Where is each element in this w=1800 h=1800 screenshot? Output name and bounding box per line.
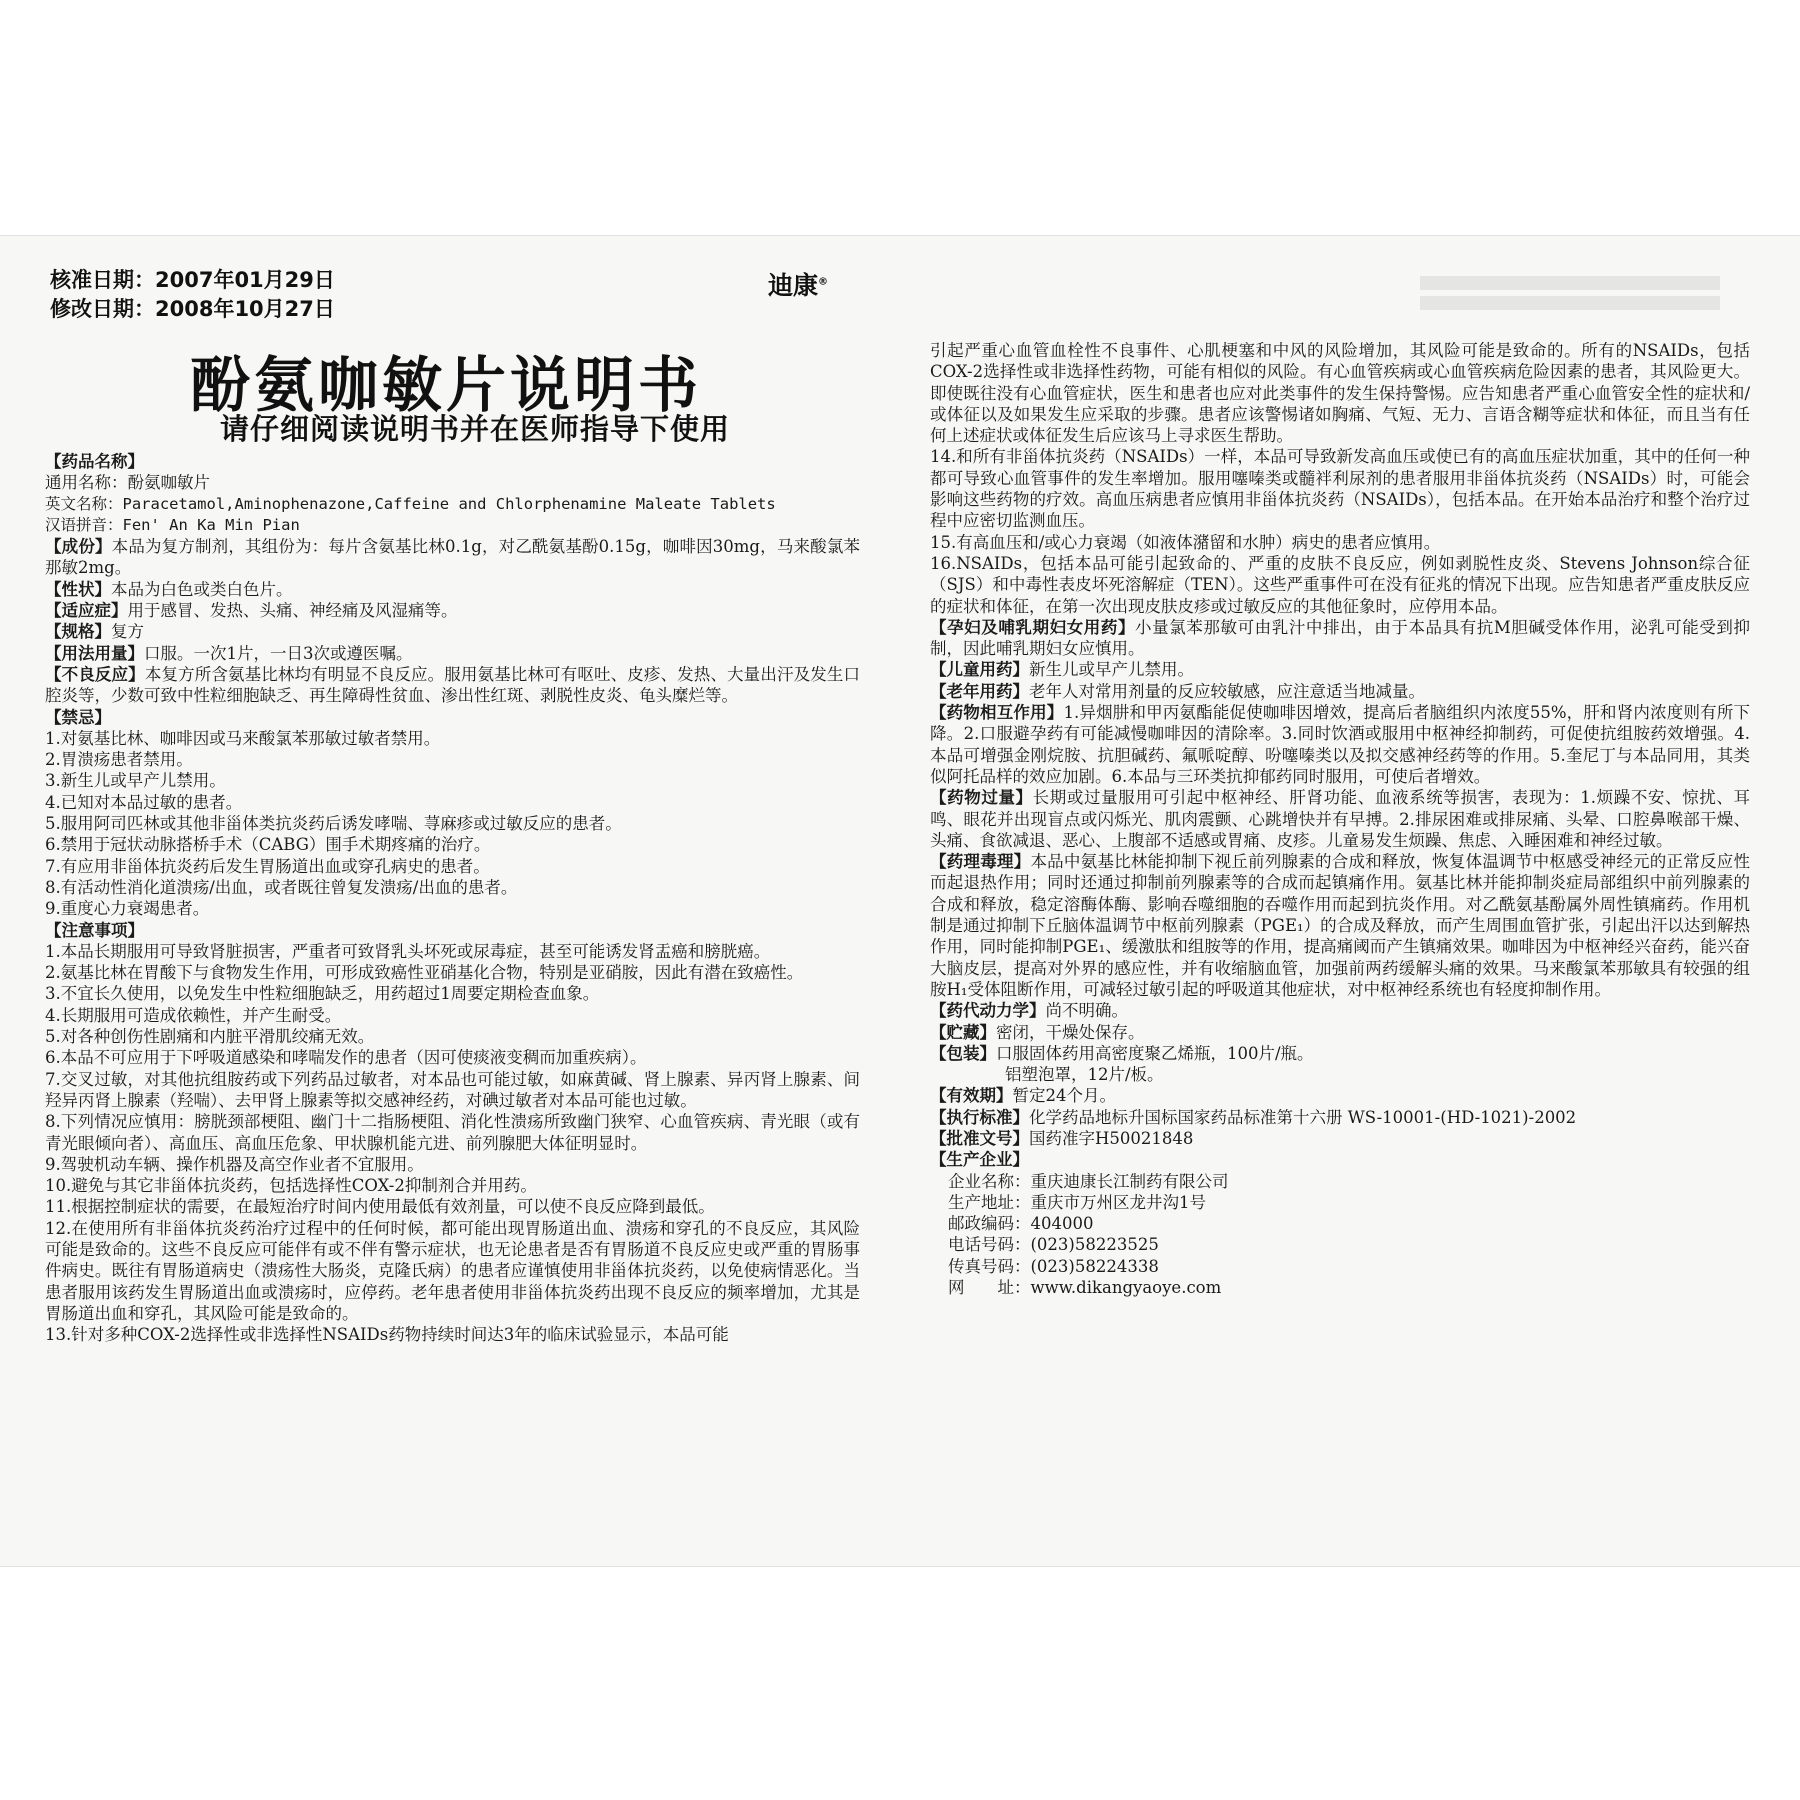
section-interactions: 【药物相互作用】1.异烟肼和甲丙氨酯能促使咖啡因增效，提高后者脑组织内浓度55%，肝和肾内浓度则有所下降。2.口服避孕药有可能减慢咖啡因的清除率。3.同时饮酒或服用中枢神经抑制药，可促使抗组胺药效增强。4.本品可增强金刚烷胺、抗胆碱药、氟哌啶醇、吩噻嗪类以及拟交感神经药等的作用。5.奎尼丁与本品同用，其类似阿托品样的效应加剧。6.本品与三环类抗抑郁药同时服用，可使后者增效。 bbox=[930, 703, 1751, 786]
website: 网 址：www.dikangyaoye.com bbox=[948, 1278, 1222, 1298]
precaution-item: 4.长期服用可造成依赖性，并产生耐受。 bbox=[45, 1005, 342, 1025]
section-pharmacokinetics: 【药代动力学】尚不明确。 bbox=[930, 1001, 1128, 1021]
contra-item: 6.禁用于冠状动脉搭桥手术（CABG）围手术期疼痛的治疗。 bbox=[45, 835, 491, 855]
precaution-item: 1.本品长期服用可导致肾脏损害，严重者可致肾乳头坏死或尿毒症，甚至可能诱发肾盂癌和膀胱癌。 bbox=[45, 941, 771, 961]
section-package: 【包装】口服固体药用高密度聚乙烯瓶，100片/瓶。 bbox=[930, 1043, 1314, 1063]
section-composition: 【成份】本品为复方制剂，其组份为：每片含氨基比林0.1g，对乙酰氨基酚0.15g，咖啡因30mg，马来酸氯苯那敏2mg。 bbox=[45, 537, 860, 578]
section-pediatric: 【儿童用药】新生儿或早产儿禁用。 bbox=[930, 660, 1194, 680]
precaution-item: 3.不宜长久使用，以免发生中性粒细胞缺乏，用药超过1周要定期检查血象。 bbox=[45, 984, 600, 1004]
section-description: 【性状】本品为白色或类白色片。 bbox=[45, 579, 293, 599]
precaution-item: 6.本品不可应用于下呼吸道感染和哮喘发作的患者（因可使痰液变稠而加重疾病）。 bbox=[45, 1048, 647, 1068]
precaution-item: 15.有高血压和/或心力衰竭（如液体潴留和水肿）病史的患者应慎用。 bbox=[930, 532, 1441, 552]
company-address: 生产地址：重庆市万州区龙井沟1号 bbox=[948, 1192, 1206, 1212]
revision-date: 修改日期：2008年10月27日 bbox=[50, 297, 335, 321]
date-block bbox=[50, 266, 335, 324]
page-subtitle: 请仔细阅读说明书并在医师指导下使用 bbox=[220, 412, 731, 446]
precaution-item: 10.避免与其它非甾体抗炎药，包括选择性COX-2抑制剂合并用药。 bbox=[45, 1176, 537, 1196]
brand-name: 迪康 bbox=[768, 271, 819, 300]
precaution-item: 11.根据控制症状的需要，在最短治疗时间内使用最低有效剂量，可以使不良反应降到最低。 bbox=[45, 1197, 715, 1217]
contra-item: 1.对氨基比林、咖啡因或马来酸氯苯那敏过敏者禁用。 bbox=[45, 728, 441, 748]
precaution-item-13-continued: 引起严重心血管血栓性不良事件、心肌梗塞和中风的风险增加，其风险可能是致命的。所有的NSAIDs，包括COX-2选择性或非选择性药物，可能有相似的风险。有心血管疾病或心血管疾病危险因素的患者，其风险更大。即使既往没有心血管症状，医生和患者也应对此类事件的发生保持警惕。应告知患者严重心血管安全性的症状和/或体征以及如果发生应采取的步骤。患者应该警惕诸如胸痛、气短、无力、言语含糊等症状和体征，而且当有任何上述症状或体征发生后应该马上寻求医生帮助。 bbox=[930, 341, 1750, 446]
english-name: 英文名称：Paracetamol,Aminophenazone,Caffeine and Chlorphenamine Maleate Tablets bbox=[45, 494, 776, 513]
postal-code: 邮政编码：404000 bbox=[948, 1214, 1094, 1234]
fax-number: 传真号码：(023)58224338 bbox=[948, 1256, 1159, 1276]
section-approval-number: 【批准文号】国药准字H50021848 bbox=[930, 1128, 1194, 1148]
contra-item: 4.已知对本品过敏的患者。 bbox=[45, 792, 243, 812]
package-line-2: 铝塑泡罩，12片/板。 bbox=[1005, 1065, 1164, 1085]
section-heading-manufacturer: 【生产企业】 bbox=[930, 1150, 1029, 1170]
contra-item: 5.服用阿司匹林或其他非甾体类抗炎药后诱发哮喘、荨麻疹或过敏反应的患者。 bbox=[45, 814, 622, 834]
section-standard: 【执行标准】化学药品地标升国标国家药品标准第十六册 WS-10001-(HD-1021)-2002 bbox=[930, 1107, 1577, 1127]
section-geriatric: 【老年用药】老年人对常用剂量的反应较敏感，应注意适当地减量。 bbox=[930, 681, 1425, 701]
company-name: 企业名称：重庆迪康长江制药有限公司 bbox=[948, 1171, 1229, 1191]
left-column bbox=[45, 451, 860, 1345]
precaution-item: 5.对各种创伤性剧痛和内脏平滑肌绞痛无效。 bbox=[45, 1027, 375, 1047]
common-name: 通用名称：酚氨咖敏片 bbox=[45, 473, 210, 493]
contra-item: 2.胃溃疡患者禁用。 bbox=[45, 750, 193, 770]
phone-number: 电话号码：(023)58223525 bbox=[948, 1235, 1159, 1255]
precaution-item: 14.和所有非甾体抗炎药（NSAIDs）一样，本品可导致新发高血压或使已有的高血压症状加重，其中的任何一种都可导致心血管事件的发生率增加。服用噻嗪类或髓袢利尿剂的患者服用非甾体抗炎药（NSAIDs）时，可能会影响这些药物的疗效。高血压病患者应慎用非甾体抗炎药（NSAIDs），包括本品。在开始本品治疗和整个治疗过程中应密切监测血压。 bbox=[930, 447, 1750, 531]
contra-item: 8.有活动性消化道溃疡/出血，或者既往曾复发溃疡/出血的患者。 bbox=[45, 877, 518, 897]
contra-item: 9.重度心力衰竭患者。 bbox=[45, 899, 210, 919]
section-storage: 【贮藏】密闭，干燥处保存。 bbox=[930, 1022, 1145, 1042]
section-adverse-reactions: 【不良反应】本复方所含氨基比林均有明显不良反应。服用氨基比林可有呕吐、皮疹、发热、大量出汗及发生口腔炎等，少数可致中性粒细胞缺乏、再生障碍性贫血、渗出性红斑、剥脱性皮炎、龟头糜烂等。 bbox=[45, 664, 861, 706]
precaution-item: 2.氨基比林在胃酸下与食物发生作用，可形成致癌性亚硝基化合物，特别是亚硝胺，因此有潜在致癌性。 bbox=[45, 963, 804, 983]
precaution-item: 7.交叉过敏，对其他抗组胺药或下列药品过敏者，对本品也可能过敏，如麻黄碱、肾上腺素、异丙肾上腺素、间羟异丙肾上腺素（羟喘）、去甲肾上腺素等拟交感神经药，对碘过敏者对本品可能也过敏。 bbox=[45, 1069, 860, 1110]
precaution-item: 16.NSAIDs，包括本品可能引起致命的、严重的皮肤不良反应，例如剥脱性皮炎、Stevens Johnson综合征（SJS）和中毒性表皮坏死溶解症（TEN）。这些严重事件可在没有征兆的情况下出现。应告知患者严重皮肤反应的症状和体征，在第一次出现皮肤皮疹或过敏反应的其他征象时，应停用本品。 bbox=[930, 553, 1750, 616]
section-overdose: 【药物过量】长期或过量服用可引起中枢神经、肝肾功能、血液系统等损害，表现为：1.烦躁不安、惊扰、耳鸣、眼花并出现盲点或闪烁光、肌肉震颤、心跳增快并有早搏。2.排尿困难或排尿痛、头晕、口腔鼻喉部干燥、头痛、食欲减退、恶心、上腹部不适感或胃痛、皮疹。儿童易发生烦躁、焦虑、入睡困难和神经过敏。 bbox=[930, 788, 1750, 850]
registered-mark: ® bbox=[818, 276, 829, 288]
precaution-item: 13.针对多种COX-2选择性或非选择性NSAIDs药物持续时间达3年的临床试验显示，本品可能 bbox=[45, 1325, 729, 1345]
brand-logo bbox=[768, 266, 828, 302]
contra-item: 3.新生儿或早产儿禁用。 bbox=[45, 771, 226, 791]
section-pregnancy: 【孕妇及哺乳期妇女用药】小量氯苯那敏可由乳汁中排出，由于本品具有抗M胆碱受体作用，泌乳可能受到抑制，因此哺乳期妇女应慎用。 bbox=[930, 617, 1750, 659]
section-heading-name: 【药品名称】 bbox=[45, 452, 144, 471]
section-expiry: 【有效期】暂定24个月。 bbox=[930, 1086, 1116, 1106]
bleed-through-shadow bbox=[1420, 270, 1750, 330]
section-heading-precautions: 【注意事项】 bbox=[45, 920, 144, 940]
section-dosage: 【用法用量】口服。一次1片，一日3次或遵医嘱。 bbox=[45, 643, 413, 663]
section-indications: 【适应症】用于感冒、发热、头痛、神经痛及风湿痛等。 bbox=[45, 601, 458, 621]
right-column bbox=[930, 340, 1750, 1298]
section-specification: 【规格】复方 bbox=[45, 622, 144, 642]
contra-item: 7.有应用非甾体抗炎药后发生胃肠道出血或穿孔病史的患者。 bbox=[45, 856, 490, 876]
precaution-item: 9.驾驶机动车辆、操作机器及高空作业者不宜服用。 bbox=[45, 1154, 424, 1174]
approval-date: 核准日期：2007年01月29日 bbox=[50, 268, 335, 292]
precaution-item: 12.在使用所有非甾体抗炎药治疗过程中的任何时候，都可能出现胃肠道出血、溃疡和穿孔的不良反应，其风险可能是致命的。这些不良反应可能伴有或不伴有警示症状，也无论患者是否有胃肠道不良反应史或严重的胃肠事件病史。既往有胃肠道病史（溃疡性大肠炎，克隆氏病）的患者应谨慎使用非甾体抗炎药，以免使病情恶化。当患者服用该药发生胃肠道出血或溃疡时，应停药。老年患者使用非甾体抗炎药出现不良反应的频率增加，尤其是胃肠道出血和穿孔，其风险可能是致命的。 bbox=[45, 1218, 860, 1323]
section-heading-contraindications: 【禁忌】 bbox=[45, 707, 111, 727]
pinyin-name: 汉语拼音：Fen' An Ka Min Pian bbox=[45, 515, 300, 534]
section-pharmacology: 【药理毒理】本品中氨基比林能抑制下视丘前列腺素的合成和释放，恢复体温调节中枢感受神经元的正常反应性而起退热作用；同时还通过抑制前列腺素等的合成而起镇痛作用。氨基比林并能抑制炎症局部组织中前列腺素的合成和释放，稳定溶酶体酶、影响吞噬细胞的吞噬作用而起到抗炎作用。对乙酰氨基酚属外周性镇痛药。作用机制是通过抑制下丘脑体温调节中枢前列腺素（PGE₁）的合成及释放，而产生周围血管扩张，引起出汗以达到解热作用，同时能抑制PGE₁、缓激肽和组胺等的作用，提高痛阈而产生镇痛效果。咖啡因为中枢神经兴奋药，能兴奋大脑皮层，提高对外界的感应性，并有收缩脑血管，加强前两药缓解头痛的效果。马来酸氯苯那敏具有较强的组胺H₁受体阻断作用，可减轻过敏引起的呼吸道其他症状，对中枢神经系统也有轻度抑制作用。 bbox=[930, 852, 1750, 999]
precaution-item: 8.下列情况应慎用：膀胱颈部梗阻、幽门十二指肠梗阻、消化性溃疡所致幽门狭窄、心血管疾病、青光眼（或有青光眼倾向者）、高血压、高血压危象、甲状腺机能亢进、前列腺肥大体征明显时。 bbox=[45, 1112, 860, 1153]
page-title: 酚氨咖敏片说明书 bbox=[190, 351, 702, 421]
